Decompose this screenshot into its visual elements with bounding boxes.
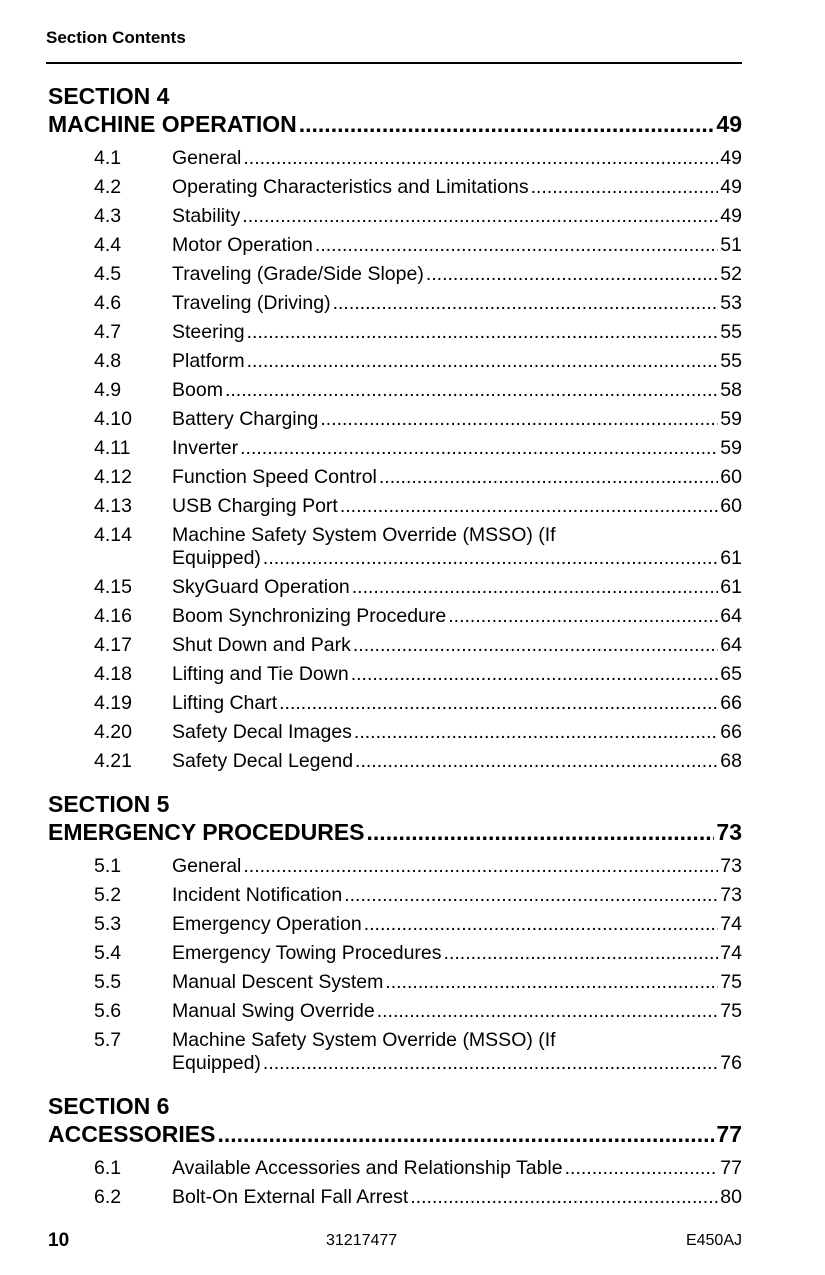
entry-number: 4.2 — [94, 176, 122, 198]
entry-title: Incident Notification — [172, 884, 343, 906]
entry-line — [172, 913, 742, 936]
entry-number: 5.1 — [94, 855, 122, 877]
entry-page-number: 73 — [720, 855, 742, 877]
entry-number: 5.6 — [94, 1000, 122, 1022]
toc-entry[interactable] — [48, 347, 742, 376]
toc-entry[interactable] — [48, 405, 742, 434]
entry-title: Machine Safety System Override (MSSO) (If — [172, 524, 556, 546]
entry-line — [172, 750, 742, 773]
entry-title: Steering — [172, 321, 245, 343]
entry-title: SkyGuard Operation — [172, 576, 350, 598]
entry-title: Boom — [172, 379, 223, 401]
entry-number: 5.3 — [94, 913, 122, 935]
entry-number: 6.1 — [94, 1157, 122, 1179]
toc-entry[interactable] — [48, 718, 742, 747]
toc-entry[interactable] — [48, 881, 742, 910]
footer-doc-id: 31217477 — [326, 1232, 398, 1249]
entry-page-number: 64 — [720, 634, 742, 656]
section-title: EMERGENCY PROCEDURES — [48, 819, 365, 845]
dot-leader — [243, 147, 718, 170]
entry-page-number: 64 — [720, 605, 742, 627]
entry-title: Operating Characteristics and Limitations — [172, 176, 529, 198]
toc-entry[interactable] — [48, 747, 742, 776]
entry-number: 4.18 — [94, 663, 132, 685]
toc-entry[interactable] — [48, 1026, 742, 1078]
dot-leader — [247, 321, 719, 344]
entry-title: Machine Safety System Override (MSSO) (If — [172, 1029, 556, 1051]
entry-title: Safety Decal Images — [172, 721, 352, 743]
toc-entry[interactable] — [48, 997, 742, 1026]
entry-title: Safety Decal Legend — [172, 750, 354, 772]
entry-number: 4.3 — [94, 205, 122, 227]
toc-entry[interactable] — [48, 463, 742, 492]
entry-number: 4.8 — [94, 350, 122, 372]
entry-line — [172, 1186, 742, 1209]
section-label: SECTION 6 — [48, 1093, 170, 1119]
entry-body — [172, 1186, 742, 1209]
dot-leader — [340, 495, 718, 518]
entry-body — [172, 913, 742, 936]
entry-page-number: 51 — [720, 234, 742, 256]
entry-line — [172, 176, 742, 199]
entry-page-number: 61 — [720, 576, 742, 598]
table-of-contents — [48, 82, 742, 1226]
entry-number: 4.13 — [94, 495, 132, 517]
entry-line — [172, 884, 742, 907]
entry-number: 4.6 — [94, 292, 122, 314]
entry-title: General — [172, 147, 242, 169]
entry-body — [172, 721, 742, 744]
entry-number: 4.5 — [94, 263, 122, 285]
entry-line — [172, 971, 742, 994]
entry-line — [172, 1029, 742, 1052]
entry-line — [172, 495, 742, 518]
entry-line — [172, 547, 742, 570]
dot-leader — [565, 1157, 719, 1180]
entry-body — [172, 495, 742, 518]
section-title-line[interactable] — [48, 818, 742, 846]
toc-section — [48, 82, 742, 776]
entry-line — [172, 721, 742, 744]
entry-number: 4.10 — [94, 408, 132, 430]
entry-body — [172, 942, 742, 965]
entry-page-number: 49 — [720, 176, 742, 198]
entry-page-number: 55 — [720, 350, 742, 372]
entry-page-number: 58 — [720, 379, 742, 401]
entry-body — [172, 350, 742, 373]
entry-title: Boom Synchronizing Procedure — [172, 605, 447, 627]
entry-page-number: 73 — [720, 884, 742, 906]
dot-leader — [240, 437, 718, 460]
entry-title: Traveling (Grade/Side Slope) — [172, 263, 424, 285]
toc-entry[interactable] — [48, 910, 742, 939]
entry-title: Equipped) — [172, 1052, 261, 1074]
entry-body — [172, 1029, 742, 1075]
footer-page-number: 10 — [48, 1230, 70, 1251]
dot-leader — [410, 1186, 718, 1209]
entry-number: 4.14 — [94, 524, 132, 546]
entry-line — [172, 942, 742, 965]
entry-title: Manual Swing Override — [172, 1000, 375, 1022]
entry-body — [172, 692, 742, 715]
header-rule — [46, 62, 742, 64]
toc-entry[interactable] — [48, 602, 742, 631]
section-title: ACCESSORIES — [48, 1121, 216, 1147]
entry-line — [172, 524, 742, 547]
entry-body — [172, 855, 742, 878]
entry-body — [172, 663, 742, 686]
entry-page-number: 61 — [720, 547, 742, 569]
entry-line — [172, 466, 742, 489]
dot-leader — [217, 1120, 714, 1148]
entry-title: Motor Operation — [172, 234, 313, 256]
entry-page-number: 59 — [720, 437, 742, 459]
entry-body — [172, 379, 742, 402]
entry-number: 5.7 — [94, 1029, 122, 1051]
entry-number: 4.12 — [94, 466, 132, 488]
dot-leader — [225, 379, 718, 402]
entry-body — [172, 605, 742, 628]
dot-leader — [299, 110, 715, 138]
entry-number: 5.5 — [94, 971, 122, 993]
entry-body — [172, 234, 742, 257]
toc-entry[interactable] — [48, 660, 742, 689]
entry-line — [172, 1000, 742, 1023]
entry-page-number: 53 — [720, 292, 742, 314]
entry-title: Traveling (Driving) — [172, 292, 331, 314]
dot-leader — [448, 605, 718, 628]
entry-line — [172, 634, 742, 657]
entry-line — [172, 1052, 742, 1075]
entry-page-number: 76 — [720, 1052, 742, 1074]
entry-body — [172, 576, 742, 599]
entry-page-number: 60 — [720, 495, 742, 517]
entry-body — [172, 524, 742, 570]
entry-number: 4.1 — [94, 147, 122, 169]
toc-entry[interactable] — [48, 173, 742, 202]
toc-entry[interactable] — [48, 689, 742, 718]
entry-line — [172, 263, 742, 286]
dot-leader — [352, 576, 719, 599]
entry-body — [172, 884, 742, 907]
entry-title: Stability — [172, 205, 241, 227]
entry-title: Battery Charging — [172, 408, 319, 430]
toc-entry[interactable] — [48, 939, 742, 968]
entry-page-number: 65 — [720, 663, 742, 685]
dot-leader — [333, 292, 719, 315]
toc-entry[interactable] — [48, 968, 742, 997]
toc-section — [48, 1092, 742, 1212]
dot-leader — [247, 350, 719, 373]
dot-leader — [364, 913, 719, 936]
entry-number: 4.17 — [94, 634, 132, 656]
dot-leader — [344, 884, 718, 907]
entry-page-number: 75 — [720, 1000, 742, 1022]
section-title: MACHINE OPERATION — [48, 111, 297, 137]
entry-body — [172, 466, 742, 489]
entry-line — [172, 292, 742, 315]
entry-body — [172, 971, 742, 994]
footer-model: E450AJ — [685, 1232, 742, 1249]
entry-body — [172, 408, 742, 431]
entry-title: Shut Down and Park — [172, 634, 351, 656]
section-label: SECTION 5 — [48, 791, 170, 817]
entry-number: 4.11 — [94, 437, 131, 459]
dot-leader — [426, 263, 718, 286]
dot-leader — [279, 692, 718, 715]
dot-leader — [385, 971, 718, 994]
dot-leader — [315, 234, 718, 257]
entry-number: 4.20 — [94, 721, 132, 743]
entry-page-number: 52 — [720, 263, 742, 285]
dot-leader — [263, 547, 718, 570]
dot-leader — [351, 663, 719, 686]
entry-line — [172, 147, 742, 170]
entry-page-number: 77 — [720, 1157, 742, 1179]
page-header: Section Contents — [46, 28, 186, 47]
entry-line — [172, 692, 742, 715]
entry-page-number: 66 — [720, 692, 742, 714]
entry-title: Available Accessories and Relationship Table — [172, 1157, 563, 1179]
section-page-number: 77 — [716, 1121, 742, 1147]
entry-page-number: 49 — [720, 205, 742, 227]
entry-title: Emergency Operation — [172, 913, 362, 935]
toc-entry[interactable] — [48, 231, 742, 260]
entry-body — [172, 634, 742, 657]
entry-number: 6.2 — [94, 1186, 122, 1208]
entry-body — [172, 147, 742, 170]
entry-number: 4.4 — [94, 234, 122, 256]
toc-entry[interactable] — [48, 1183, 742, 1212]
entry-title: Function Speed Control — [172, 466, 377, 488]
section-title-line[interactable] — [48, 110, 742, 138]
entry-page-number: 74 — [720, 942, 742, 964]
dot-leader — [444, 942, 719, 965]
section-page-number: 73 — [716, 819, 742, 845]
entry-body — [172, 263, 742, 286]
section-title-line[interactable] — [48, 1120, 742, 1148]
entry-page-number: 80 — [720, 1186, 742, 1208]
entry-page-number: 66 — [720, 721, 742, 743]
entry-number: 5.2 — [94, 884, 122, 906]
toc-entry[interactable] — [48, 573, 742, 602]
entry-line — [172, 234, 742, 257]
entry-page-number: 49 — [720, 147, 742, 169]
toc-entry[interactable] — [48, 376, 742, 405]
entry-body — [172, 321, 742, 344]
entry-body — [172, 205, 742, 228]
entry-line — [172, 205, 742, 228]
entry-title: USB Charging Port — [172, 495, 338, 517]
entry-number: 4.9 — [94, 379, 122, 401]
toc-entry[interactable] — [48, 202, 742, 231]
toc-entry[interactable] — [48, 434, 742, 463]
page-footer — [46, 1230, 742, 1254]
entry-number: 4.15 — [94, 576, 132, 598]
dot-leader — [243, 855, 718, 878]
entry-page-number: 68 — [720, 750, 742, 772]
toc-section — [48, 790, 742, 1078]
toc-entry[interactable] — [48, 521, 742, 573]
dot-leader — [242, 205, 718, 228]
entry-number: 5.4 — [94, 942, 122, 964]
toc-entry[interactable] — [48, 144, 742, 173]
toc-entry[interactable] — [48, 852, 742, 881]
entry-number: 4.21 — [94, 750, 132, 772]
toc-entry[interactable] — [48, 631, 742, 660]
entry-title: Manual Descent System — [172, 971, 384, 993]
entry-title: Emergency Towing Procedures — [172, 942, 442, 964]
entry-line — [172, 576, 742, 599]
dot-leader — [379, 466, 718, 489]
dot-leader — [353, 634, 718, 657]
entry-title: Lifting Chart — [172, 692, 278, 714]
dot-leader — [367, 818, 715, 846]
dot-leader — [531, 176, 719, 199]
dot-leader — [263, 1052, 718, 1075]
entry-title: Lifting and Tie Down — [172, 663, 349, 685]
entry-line — [172, 437, 742, 460]
entry-line — [172, 408, 742, 431]
dot-leader — [354, 721, 718, 744]
entry-number: 4.7 — [94, 321, 122, 343]
entry-page-number: 59 — [720, 408, 742, 430]
entry-line — [172, 855, 742, 878]
entry-number: 4.19 — [94, 692, 132, 714]
toc-entry[interactable] — [48, 1154, 742, 1183]
entry-body — [172, 437, 742, 460]
dot-leader — [320, 408, 718, 431]
dot-leader — [355, 750, 718, 773]
entry-title: Bolt-On External Fall Arrest — [172, 1186, 409, 1208]
section-label: SECTION 4 — [48, 83, 170, 109]
entry-number: 4.16 — [94, 605, 132, 627]
section-page-number: 49 — [716, 111, 742, 137]
entry-title: General — [172, 855, 242, 877]
entry-title: Platform — [172, 350, 245, 372]
entry-body — [172, 1000, 742, 1023]
entry-body — [172, 750, 742, 773]
entry-page-number: 60 — [720, 466, 742, 488]
entry-body — [172, 176, 742, 199]
entry-page-number: 75 — [720, 971, 742, 993]
entry-title: Inverter — [172, 437, 239, 459]
toc-entry[interactable] — [48, 260, 742, 289]
toc-entry[interactable] — [48, 289, 742, 318]
entry-line — [172, 379, 742, 402]
dot-leader — [377, 1000, 719, 1023]
entry-line — [172, 321, 742, 344]
entry-line — [172, 605, 742, 628]
entry-page-number: 74 — [720, 913, 742, 935]
entry-line — [172, 663, 742, 686]
entry-body — [172, 1157, 742, 1180]
toc-entry[interactable] — [48, 492, 742, 521]
entry-line — [172, 1157, 742, 1180]
entry-body — [172, 292, 742, 315]
toc-entry[interactable] — [48, 318, 742, 347]
entry-line — [172, 350, 742, 373]
entry-title: Equipped) — [172, 547, 261, 569]
entry-page-number: 55 — [720, 321, 742, 343]
